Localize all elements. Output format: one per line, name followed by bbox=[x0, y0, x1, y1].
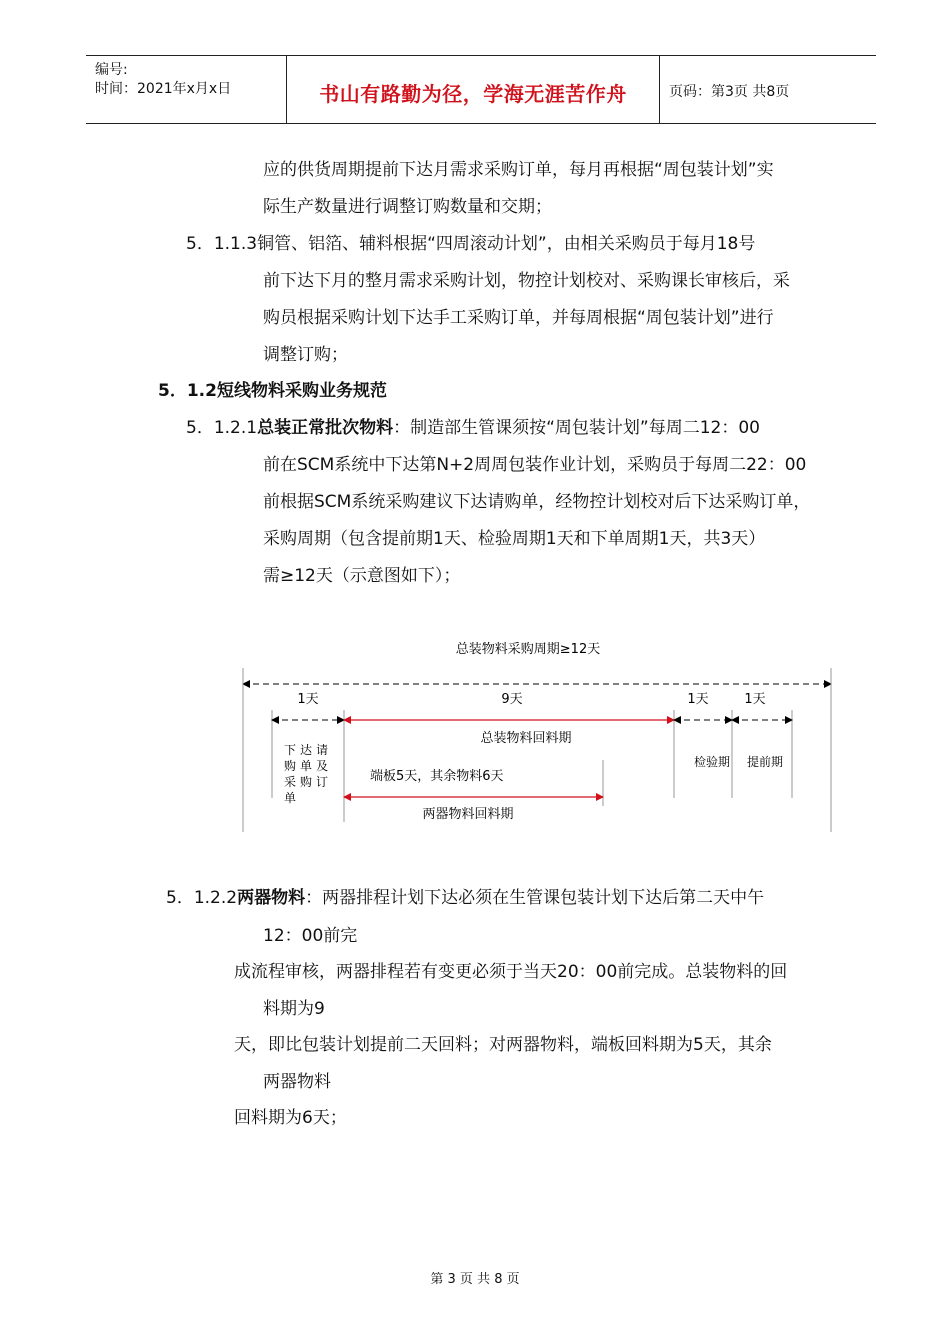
body-line: 际生产数量进行调整订购数量和交期； bbox=[263, 197, 552, 217]
order-label-line: 下达请 bbox=[284, 743, 333, 757]
order-label-line: 单 bbox=[284, 791, 301, 805]
body-line: 成流程审核，两器排程若有变更必须于当天20：00前完成。总装物料的回 bbox=[234, 962, 788, 982]
segment-label-lead: 1天 bbox=[744, 692, 766, 707]
endplate-note: 端板5天，其余物料6天 bbox=[370, 769, 504, 784]
section-5122 bbox=[166, 887, 764, 909]
body-line: 需≥12天（示意图如下）； bbox=[263, 566, 461, 586]
diagram-title: 总装物料采购周期≥12天 bbox=[455, 642, 601, 657]
body-line: ：两器排程计划下达必须在生管课包装计划下达后第二天中午 bbox=[305, 888, 765, 908]
order-label-line: 购单及 bbox=[284, 759, 333, 773]
section-number: 5．1.1.3 bbox=[186, 234, 258, 254]
header-page-info: 页码：第3页 共8页 bbox=[669, 84, 790, 100]
segment-label-assembly: 9天 bbox=[501, 692, 523, 707]
body-line: 调整订购； bbox=[263, 345, 348, 365]
section-number: 5．1.2.2 bbox=[166, 888, 238, 908]
page-footer: 第 3 页 共 8 页 bbox=[430, 1272, 520, 1287]
body-line: 铜管、铝箔、辅料根据“四周滚动计划”，由相关采购员于每月18号 bbox=[257, 234, 756, 254]
body-line: 料期为9 bbox=[263, 999, 325, 1019]
inspect-period-label: 检验期 bbox=[693, 755, 731, 769]
body-line: 购员根据采购计划下达手工采购订单，并每周根据“周包装计划”进行 bbox=[263, 308, 774, 328]
section-heading-512: 5．1.2短线物料采购业务规范 bbox=[158, 381, 387, 401]
body-line: ：制造部生管课须按“周包装计划”每周二12：00 bbox=[393, 418, 760, 438]
segment-label-inspect: 1天 bbox=[687, 692, 709, 707]
body-line: 两器物料 bbox=[263, 1072, 331, 1092]
body-line: 应的供货周期提前下达月需求采购订单，每月再根据“周包装计划”实 bbox=[263, 160, 774, 180]
segment-label-order: 1天 bbox=[297, 692, 319, 707]
body-line: 回料期为6天； bbox=[234, 1108, 347, 1128]
body-line: 前下达下月的整月需求采购计划，物控计划校对、采购课长审核后，采 bbox=[263, 271, 790, 291]
body-line: 12：00前完 bbox=[263, 926, 358, 946]
doc-time-label: 时间：2021年x月x日 bbox=[95, 81, 232, 97]
body-line: 采购周期（包含提前期1天、检验周期1天和下单周期1天，共3天） bbox=[263, 529, 766, 549]
lead-period-label: 提前期 bbox=[746, 755, 784, 769]
doc-number-label: 编号: bbox=[95, 62, 128, 78]
body-line: 前在SCM系统中下达第N+2周周包装作业计划，采购员于每周二22：00 bbox=[263, 455, 807, 475]
assembly-period-label: 总装物料回料期 bbox=[480, 731, 572, 746]
bold-term: 总装正常批次物料 bbox=[257, 418, 394, 438]
header-motto: 书山有路勤为径，学海无涯苦作舟 bbox=[319, 82, 627, 106]
section-number: 5．1.2.1 bbox=[186, 418, 258, 438]
bold-term: 两器物料 bbox=[237, 888, 306, 908]
body-line: 天，即比包装计划提前二天回料；对两器物料，端板回料期为5天，其余 bbox=[234, 1035, 772, 1055]
two-device-period-label: 两器物料回料期 bbox=[422, 807, 514, 822]
body-line: 前根据SCM系统采购建议下达请购单，经物控计划校对后下达采购订单， bbox=[263, 492, 811, 512]
order-label-line: 采购订 bbox=[284, 775, 333, 789]
